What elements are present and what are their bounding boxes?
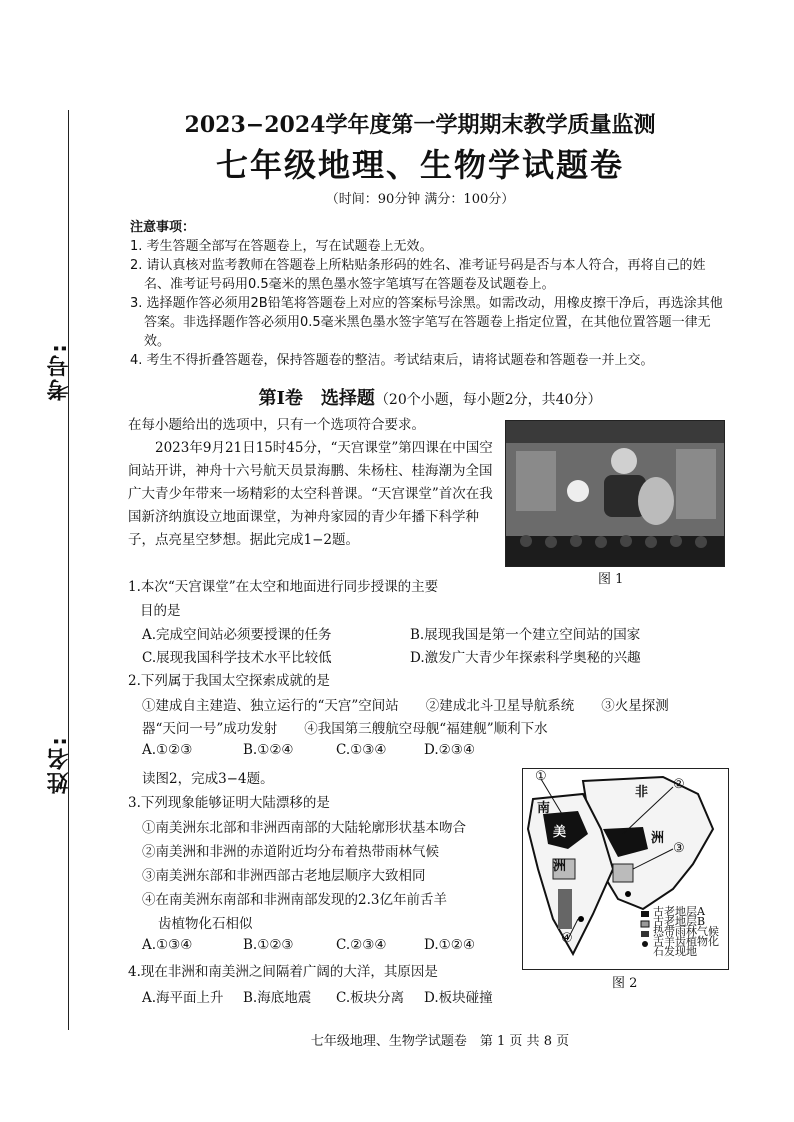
exam-number-label: 考号:: [47, 342, 72, 401]
read-figure-2-instruction: 读图2，完成3−4题。: [142, 771, 274, 787]
legend-old-strata-a: 古老地层A: [653, 905, 705, 918]
q2-option-d: D.②③④: [424, 742, 475, 758]
q3-statement-2: ②南美洲和非洲的赤道附近均分布着热带雨林气候: [142, 844, 439, 860]
q3-statement-4b: 齿植物化石相似: [158, 916, 253, 932]
map-label-zhou2: 洲: [651, 831, 665, 846]
instruction: 在每小题给出的选项中，只有一个选项符合要求。: [128, 417, 425, 433]
map-label-mei: 美: [553, 825, 567, 840]
q1-option-d: D.激发广大青少年探索科学奥秘的兴趣: [410, 650, 641, 666]
legend-fossil-2: 石发现地: [653, 945, 697, 958]
q3-option-d: D.①②④: [424, 937, 475, 953]
map-label-nan: 南: [537, 801, 551, 816]
q3-stem: 3.下列现象能够证明大陆漂移的是: [128, 795, 330, 811]
map-label-fei: 非: [635, 785, 649, 800]
map-label-zhou: 洲: [553, 859, 567, 874]
figure-2-map: [522, 768, 729, 970]
q1-option-a: A.完成空间站必须要授课的任务: [142, 627, 332, 643]
q1-stem-line1: 1.本次“天宫课堂”在太空和地面进行同步授课的主要: [128, 579, 439, 595]
map-marker-4: ④: [561, 931, 573, 946]
note-item: 2. 请认真核对监考教师在答题卷上所粘贴条形码的姓名、准考证号码是否与本人符合，再将自己的姓名、准考证号码用0.5毫米的黑色墨水签字笔填写在答题卷及试题卷上。: [130, 258, 706, 292]
intro-passage: [128, 414, 498, 552]
q1-option-b: B.展现我国是第一个建立空间站的国家: [410, 627, 641, 643]
note-item: 3. 选择题作答必须用2B铅笔将答题卷上对应的答案标号涂黑。如需改动，用橡皮擦干净后，再选涂其他答案。非选择题作答必须用0.5毫米黑色墨水签字笔写在答题卷上指定位置，在其他位置答题一律无效。: [130, 296, 723, 349]
q3-option-c: C.②③④: [336, 937, 387, 953]
map-marker-3: ③: [673, 841, 685, 856]
q2-option-b: B.①②④: [243, 742, 294, 758]
map-marker-2: ②: [673, 777, 685, 792]
note-item: 1. 考生答题全部写在答题卷上，写在试题卷上无效。: [130, 239, 433, 254]
q3-statement-3: ③南美洲东部和非洲西部古老地层顺序大致相同: [142, 868, 426, 884]
exam-title: 2023−2024学年度第一学期期末教学质量监测: [184, 112, 656, 138]
q3-option-a: A.①③④: [142, 937, 193, 953]
q2-item-line2: 器“天问一号”成功发射 ④我国第三艘航空母舰“福建舰”顺利下水: [142, 721, 548, 737]
q3-statement-1: ①南美洲东北部和非洲西南部的大陆轮廓形状基本吻合: [142, 820, 466, 836]
figure-2-caption: 图 2: [612, 976, 638, 991]
map-marker-1: ①: [535, 769, 547, 784]
legend-rainforest: 热带雨林气候: [653, 925, 719, 938]
q2-item-line1: ①建成自主建造、独立运行的“天宫”空间站 ②建成北斗卫星导航系统 ③火星探测: [142, 698, 669, 714]
section-title: 第Ⅰ卷 选择题: [258, 388, 375, 409]
notes: [130, 218, 730, 370]
paper-title: 七年级地理、生物学试题卷: [215, 146, 624, 184]
q2-option-c: C.①③④: [336, 742, 387, 758]
legend-old-strata-b: 古老地层B: [653, 915, 706, 928]
q4-option-b: B.海底地震: [243, 990, 312, 1006]
binding-margin-line: [68, 110, 69, 1030]
q4-stem: 4.现在非洲和南美洲之间隔着广阔的大洋，其原因是: [128, 964, 438, 980]
map-legend: [653, 907, 719, 957]
q3-option-b: B.①②③: [243, 937, 294, 953]
section-heading: [130, 384, 730, 410]
q4-option-d: D.板块碰撞: [424, 990, 493, 1006]
passage-text: 2023年9月21日15时45分，“天宫课堂”第四课在中国空间站开讲，神舟十六号航天员景海鹏、朱杨柱、桂海潮为全国广大青少年带来一场精彩的太空科普课。“天宫课堂”首次在我国新济纳旗设立地面课堂，为神舟家园的青少年播下科学种子，点亮星空梦想。据此完成1−2题。: [128, 440, 493, 548]
q3-statement-4a: ④在南美洲东南部和非洲南部发现的2.3亿年前舌羊: [142, 892, 447, 908]
section-info: （20个小题，每小题2分，共40分）: [374, 392, 602, 408]
q2-option-a: A.①②③: [142, 742, 193, 758]
name-label: 姓名:: [47, 735, 72, 794]
q1-stem-line2: 目的是: [140, 603, 181, 619]
figure-1-caption: 图 1: [598, 572, 624, 587]
time-score-info: （时间：90分钟 满分：100分）: [325, 192, 515, 207]
q2-stem: 2.下列属于我国太空探索成就的是: [128, 673, 330, 689]
legend-fossil: 舌羊齿植物化: [653, 935, 719, 948]
q1-option-c: C.展现我国科学技术水平比较低: [142, 650, 332, 666]
question-1-stem: [128, 575, 438, 623]
q4-option-a: A.海平面上升: [142, 990, 224, 1006]
space-class-photo-icon: [506, 421, 724, 566]
page-footer: 七年级地理、生物学试题卷 第 1 页 共 8 页: [310, 1034, 570, 1049]
q4-option-c: C.板块分离: [336, 990, 405, 1006]
notes-heading: 注意事项：: [130, 220, 196, 235]
figure-1-photo: [505, 420, 725, 567]
note-item: 4. 考生不得折叠答题卷，保持答题卷的整洁。考试结束后，请将试题卷和答题卷一并上交。: [130, 353, 654, 368]
